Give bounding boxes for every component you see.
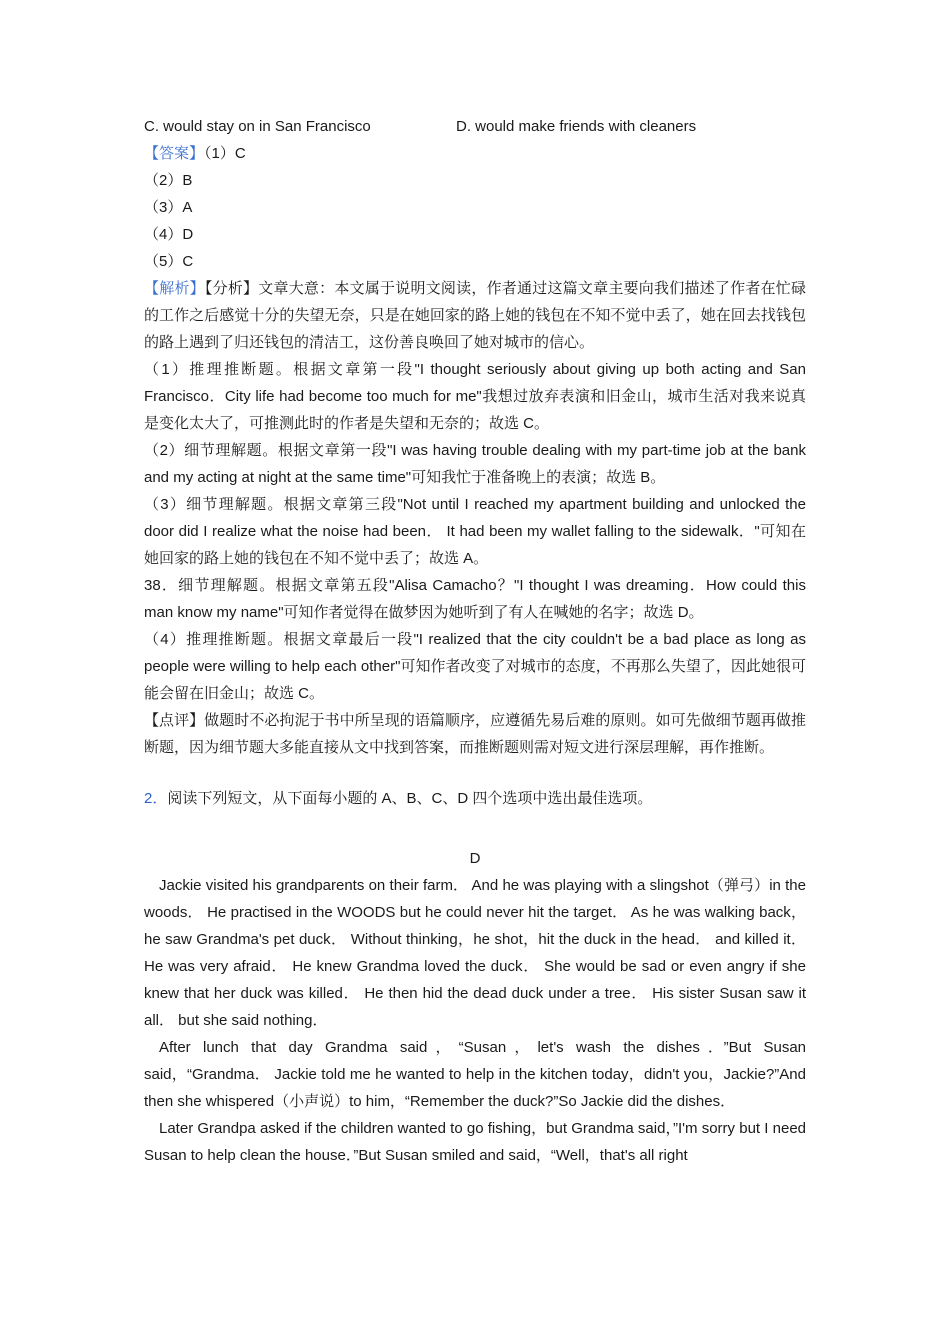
analysis-comment: 【点评】做题时不必拘泥于书中所呈现的语篇顺序，应遵循先易后难的原则。如可先做细节题再做推断题，因为细节题大多能直接从文中找到答案，而推断题则需对短文进行深层理解，再作推断。 [144,712,806,756]
analysis-intro: 【分析】文章大意：本文属于说明文阅读，作者通过这篇文章主要向我们描述了作者在忙碌的工作之后感觉十分的失望无奈，只是在她回家的路上她的钱包在不知不觉中丢了，她在回去找钱包的路上遇到了归还钱包的清洁工，这份善良唤回了她对城市的信心。 [144,280,806,351]
spacer [144,761,806,785]
question-number: 2． [144,790,168,807]
answer-tag: 【答案】 [144,145,205,162]
answer-4: （4）D [144,226,194,243]
passage-paragraph-1: Jackie visited his grandparents on their farm． And he was playing with a slingshot（弹弓）in the woods． He practised in the WOODS but he could never hit the target． As he was walking back，he saw Grandma's pet duck． Without thinking，he shot，hit the duck in the head． and killed it． He was very afraid． He knew Grandma loved the duck． She would be sad or even angry if she knew that her duck was killed． He then hid the dead duck under a tree． His sister Susan saw it all． but she said nothing． [144,877,806,1029]
analysis-item-5: （4）推理推断题。根据文章最后一段"I realized that the city couldn't be a bad place as long as people were willing to help each other"可知作者改变了对城市的态度，不再那么失望了，因此她很可能会留在旧金山；故选 C。 [144,631,806,702]
document-content [144,113,806,1169]
answer-2: （2）B [144,172,193,189]
answer-3: （3）A [144,199,193,216]
option-c: C. would stay on in San Francisco [144,118,371,135]
analysis-item-1: （1）推理推断题。根据文章第一段"I thought seriously about giving up both acting and San Francisco．City life had become too much for me"我想过放弃表演和旧金山，城市生活对我来说真是变化太大了，可推测此时的作者是失望和无奈的；故选 C。 [144,361,806,432]
passage-letter: D [469,850,481,867]
options-row [144,113,806,140]
passage-paragraph-3: Later Grandpa asked if the children wanted to go fishing，but Grandma said，”I'm sorry but I need Susan to help clean the house．”But Susan smiled and said，“Well，that's all right [144,1120,806,1164]
analysis-tag: 【解析】 [144,280,205,297]
option-d: D. would make friends with cleaners [456,118,697,135]
answer-1: （1）C [204,145,246,162]
question-instruction: 阅读下列短文，从下面每小题的 A、B、C、D 四个选项中选出最佳选项。 [167,790,653,807]
passage-paragraph-2: After lunch that day Grandma said，“Susan，let's wash the dishes．”But Susan said，“Grandma． Jackie told me he wanted to help in the kitchen today，didn't you，Jackie?”And then she whispered（小声说）to him，“Remember the duck?”So Jackie did the dishes． [144,1039,806,1110]
answer-line [144,140,806,167]
analysis-item-3: （3）细节理解题。根据文章第三段"Not until I reached my apartment building and unlocked the door did I realize what the noise had been． It had been my wallet falling to the sidewalk．"可知在她回家的路上她的钱包在不知不觉中丢了；故选 A。 [144,496,806,567]
analysis-item-4: 38．细节理解题。根据文章第五段"Alisa Camacho？"I thought I was dreaming．How could this man know my name"可知作者觉得在做梦因为她听到了有人在喊她的名字；故选 D。 [144,577,806,621]
analysis-intro-paragraph [144,275,806,356]
question-2-heading [144,785,806,812]
analysis-item-2: （2）细节理解题。根据文章第一段"I was having trouble dealing with my part-time job at the bank and my acting at night at the same time"可知我忙于准备晚上的表演；故选 B。 [144,442,806,486]
answer-5: （5）C [144,253,194,270]
